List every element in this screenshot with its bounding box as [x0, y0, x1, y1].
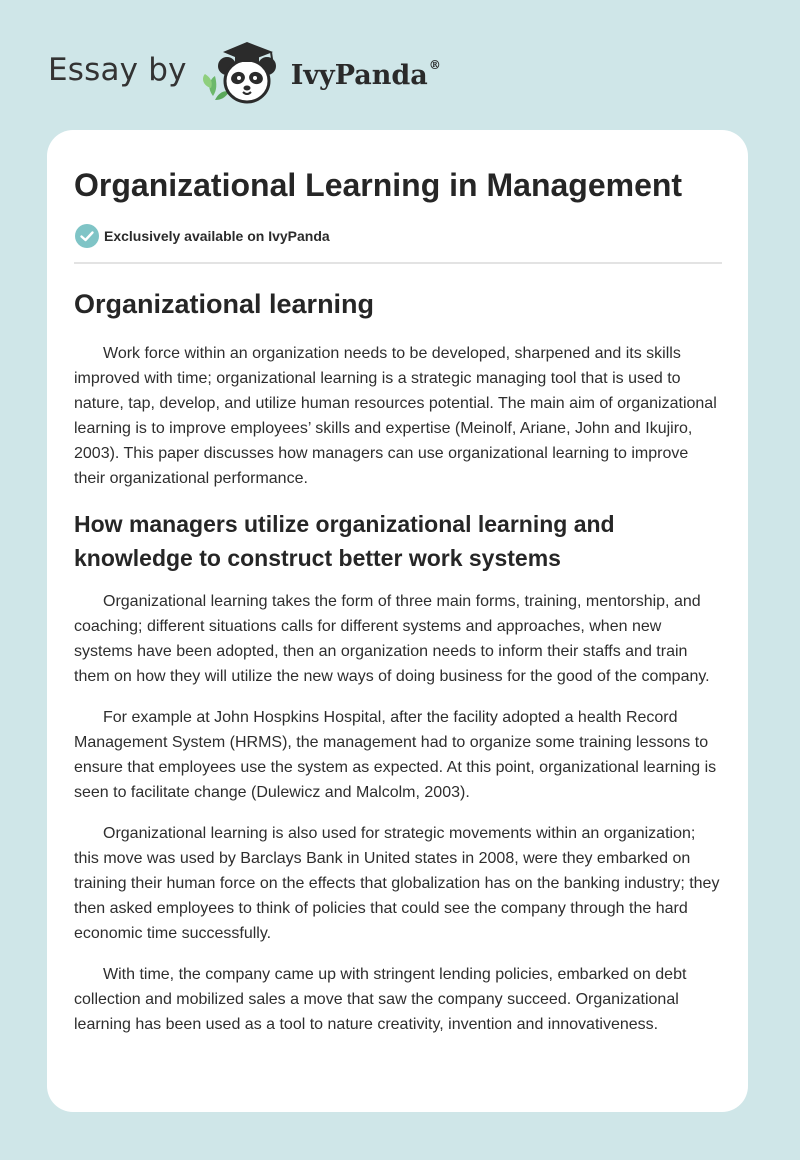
- brand-header: [48, 36, 441, 108]
- panda-graduate-icon: [201, 36, 287, 108]
- brand-prefix: Essay by: [48, 52, 187, 88]
- essay-title: Organizational Learning in Management: [74, 167, 683, 203]
- paragraph: With time, the company came up with stringent lending policies, embarked on debt collection and mobilized sales a move that saw the company succeed. Organizational learning has been used as a tool to nature creativity, invention and innovativeness.: [74, 966, 687, 1033]
- section-heading: How managers utilize organizational learning and knowledge to construct better work systems: [74, 511, 615, 571]
- paragraph: Work force within an organization needs to be developed, sharpened and its skills improved with time; organizational learning is a strategic managing tool that is used to nature, tap, develop, and utilize human resources potential. The main aim of organizational learning is to improve employees’ skills and expertise (Meinolf, Ariane, John and Ikujiro, 2003). This paper discusses how managers can use organizational learning to improve their organizational performance.: [74, 345, 717, 487]
- exclusive-badge-text: Exclusively available on IvyPanda: [104, 228, 330, 244]
- essay-card: [47, 130, 748, 1112]
- section-heading: Organizational learning: [74, 289, 375, 319]
- paragraph: Organizational learning is also used for strategic movements within an organization; this move was used by Barclays Bank in United states in 2008, were they embarked on training their human force on the effects that globalization has on the banking industry; they then asked employees to think of policies that could see the company through the hard economic time successfully.: [74, 825, 720, 942]
- registered-mark: ®: [428, 57, 441, 72]
- exclusive-badge: [74, 222, 722, 250]
- paragraph: Organizational learning takes the form of three main forms, training, mentorship, and coaching; different situations calls for different systems and approaches, when new systems have been adopted, then an organization needs to inform their staffs and train them on how they will utilize the new ways of doing business for the good of the company.: [74, 593, 710, 685]
- paragraph: For example at John Hospkins Hospital, after the facility adopted a health Record Management System (HRMS), the management had to organize some training lessons to ensure that employees use the system as expected. At this point, organizational learning is seen to facilitate change (Dulewicz and Malcolm, 2003).: [74, 709, 717, 801]
- check-circle-icon: [74, 223, 100, 249]
- brand-name-text: IvyPanda: [290, 59, 428, 91]
- title-divider: [74, 262, 722, 264]
- brand-name: [290, 57, 441, 91]
